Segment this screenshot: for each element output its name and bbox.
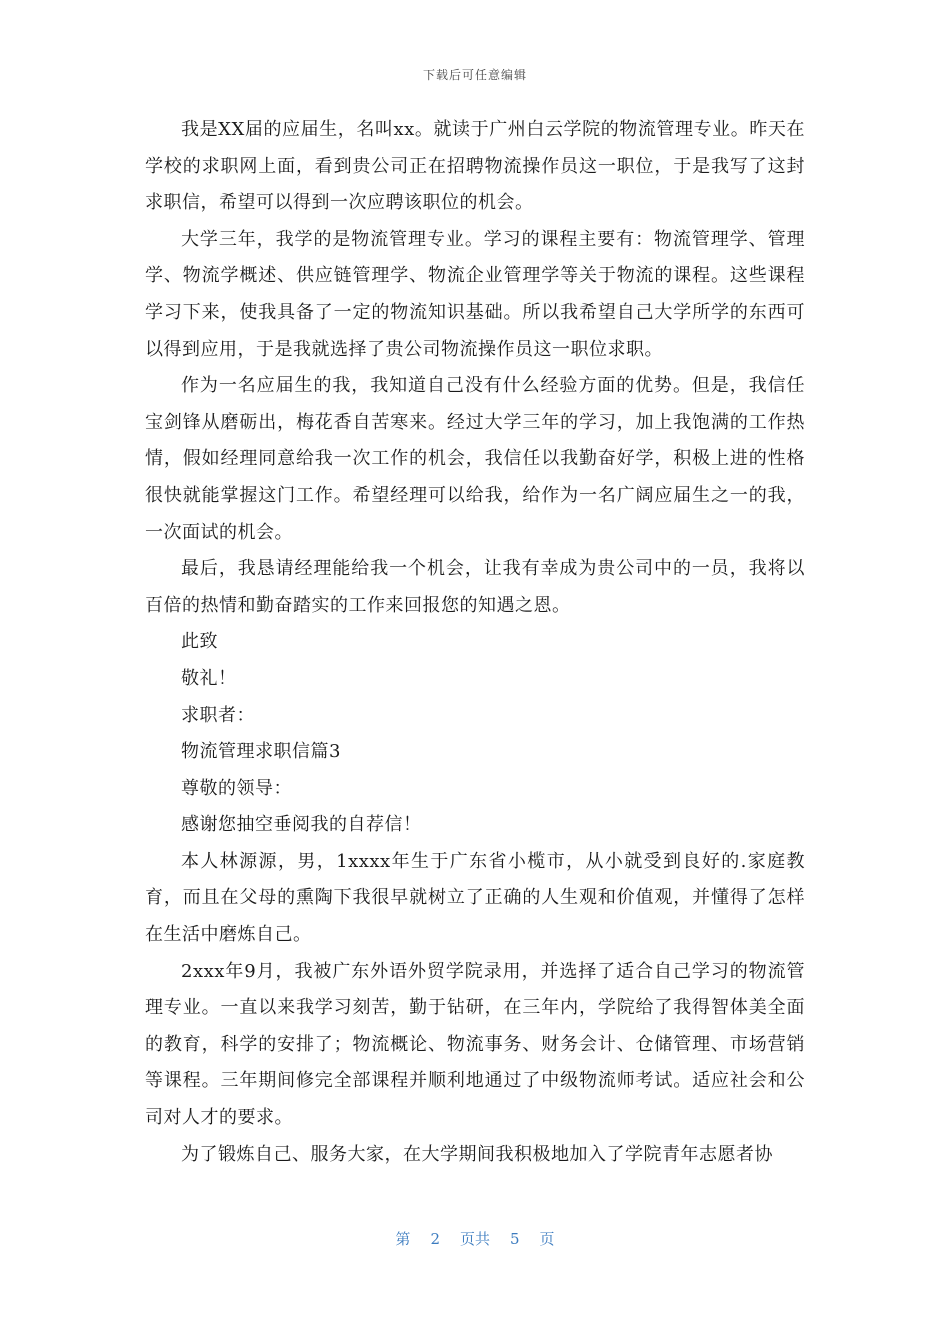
salutation-jingli: 敬礼！ (181, 667, 237, 689)
greeting: 尊敬的领导： (181, 777, 292, 799)
paragraph-motivation: 作为一名应届生的我，我知道自己没有什么经验方面的优势。但是，我信任宝剑锋从磨砺出，梅花香自苦寒来。经过大学三年的学习，加上我饱满的工作热情，假如经理同意给我一次工作的机会，我信任以我勤奋好学，积极上进的性格很快就能掌握这门工作。希望经理可以给我，给作为一名广阔应届生之一的我，一次面试的机会。 (145, 375, 805, 543)
footer-current-page: 2 (430, 1230, 440, 1248)
page-footer (0, 1228, 950, 1249)
signature-applicant: 求职者： (181, 704, 255, 726)
footer-prefix: 第 (395, 1230, 411, 1248)
paragraph-thanks: 感谢您抽空垂阅我的自荐信！ (181, 814, 422, 836)
footer-suffix: 页 (539, 1230, 555, 1248)
footer-total-pages: 5 (510, 1230, 520, 1248)
paragraph-intro: 我是XX届的应届生，名叫xx。就读于广州白云学院的物流管理专业。昨天在学校的求职网上面，看到贵公司正在招聘物流操作员这一职位，于是我写了这封求职信，希望可以得到一次应聘该职位的机会。 (145, 119, 805, 214)
paragraph-education: 2xxx年9月，我被广东外语外贸学院录用，并选择了适合自己学习的物流管理专业。一直以来我学习刻苦，勤于钻研，在三年内，学院给了我得智体美全面的教育，科学的安排了；物流概论、物流事务、财务会计、仓储管理、市场营销等课程。三年期间修完全部课程并顺利地通过了中级物流师考试。适应社会和公司对人才的要求。 (145, 960, 805, 1129)
document-body (145, 112, 805, 1173)
paragraph-closing: 最后，我恳请经理能给我一个机会，让我有幸成为贵公司中的一员，我将以百倍的热情和勤奋踏实的工作来回报您的知遇之恩。 (145, 558, 805, 616)
footer-middle: 页共 (459, 1230, 490, 1248)
section-title: 物流管理求职信篇3 (181, 741, 341, 763)
paragraph-studies: 大学三年，我学的是物流管理专业。学习的课程主要有：物流管理学、管理学、物流学概述、供应链管理学、物流企业管理学等关于物流的课程。这些课程学习下来，使我具备了一定的物流知识基础。所以我希望自己大学所学的东西可以得到应用，于是我就选择了贵公司物流操作员这一职位求职。 (145, 228, 805, 360)
page-header: 下载后可任意编辑 (422, 68, 527, 82)
paragraph-background: 本人林源源，男，1xxxx年生于广东省小榄市，从小就受到良好的.家庭教育，而且在父母的熏陶下我很早就树立了正确的人生观和价值观，并懂得了怎样在生活中磨炼自己。 (145, 850, 805, 946)
salutation-cizhi: 此致 (181, 631, 218, 653)
paragraph-volunteer: 为了锻炼自己、服务大家，在大学期间我积极地加入了学院青年志愿者协 (181, 1143, 773, 1165)
